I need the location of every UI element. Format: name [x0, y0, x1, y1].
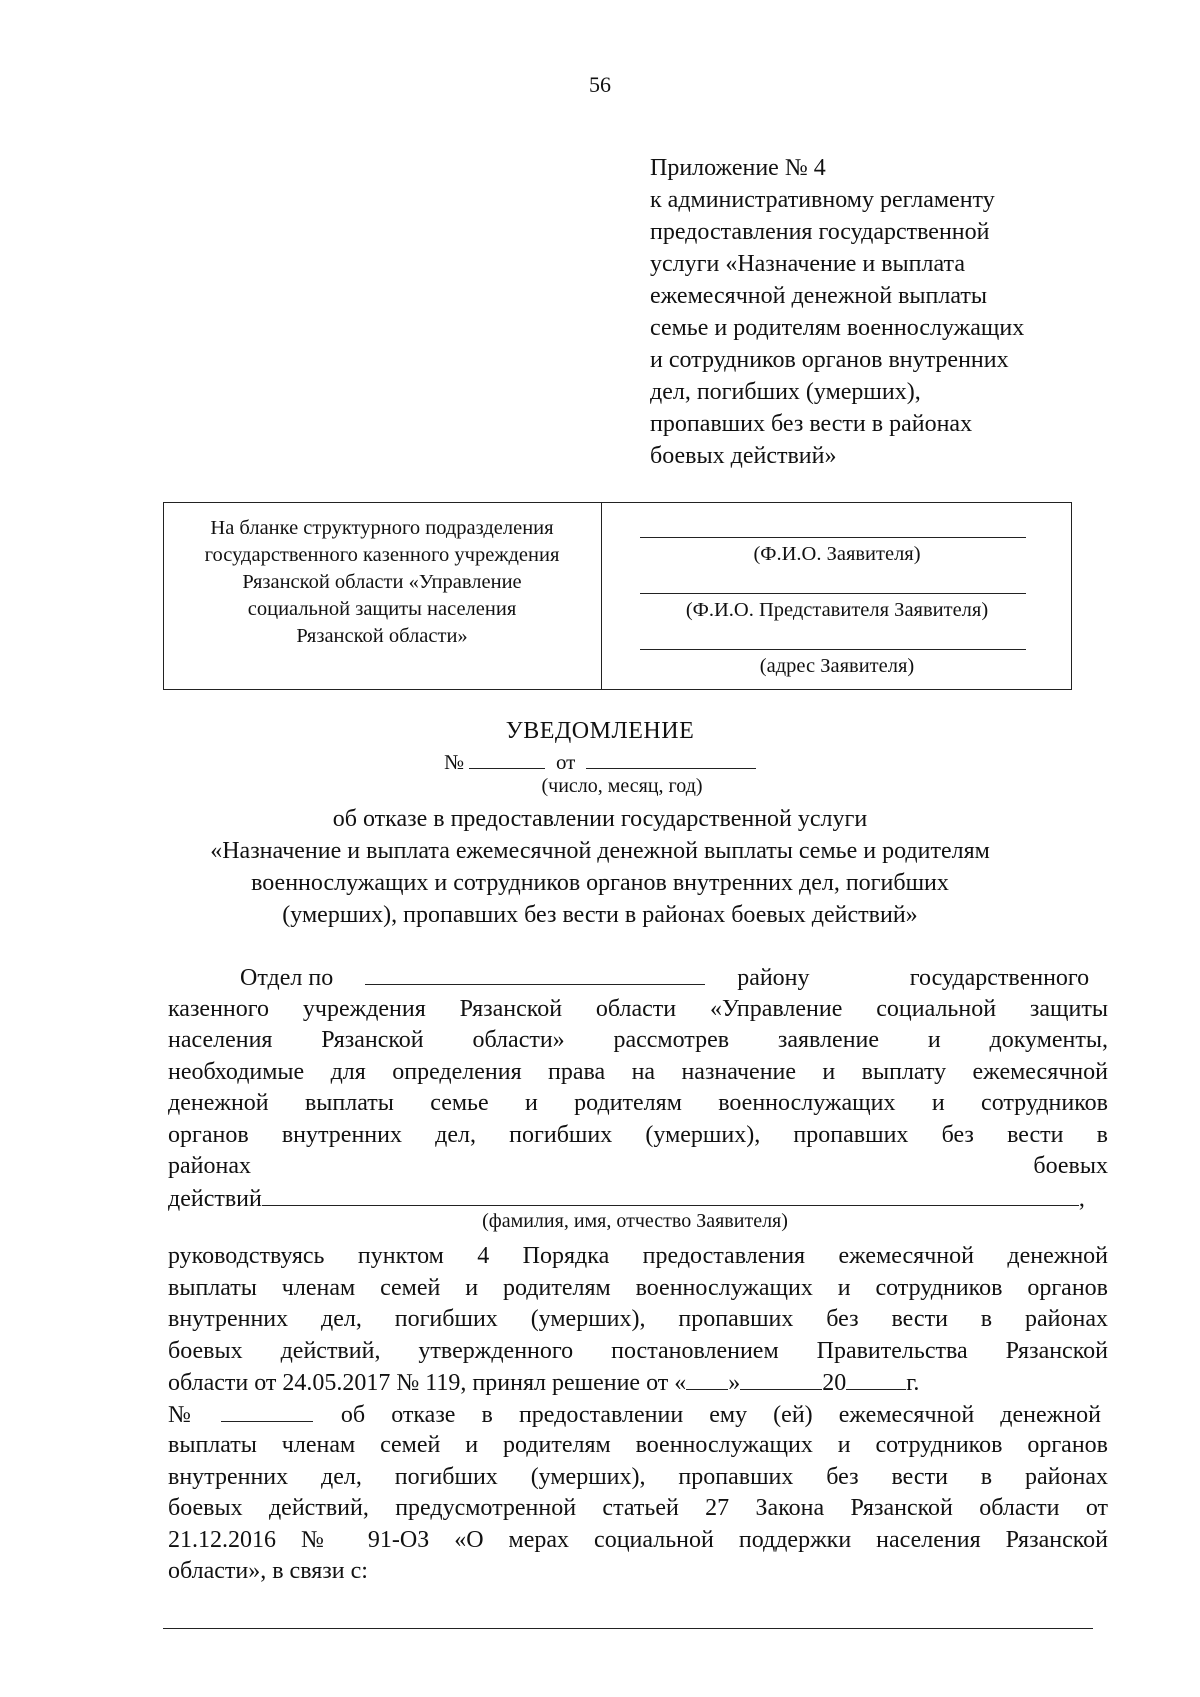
- paragraph-line: необходимые для определения права на назначение и выплату ежемесячной: [168, 1058, 1108, 1085]
- refusal-text: об отказе в предоставлении ему (ей) ежемесячной денежной: [340, 1401, 1101, 1428]
- annex-line: Приложение № 4: [650, 155, 826, 181]
- annex-line: ежемесячной денежной выплаты: [650, 283, 988, 309]
- applicant-address-field[interactable]: [640, 649, 1026, 650]
- district-suffix: району государственного: [737, 965, 1090, 991]
- paragraph-line: 21.12.2016 № 91-ОЗ «О мерах социальной поддержки населения Рязанской: [168, 1526, 1108, 1553]
- notice-subject: [0, 803, 1200, 931]
- letterhead-line: На бланке структурного подразделения: [210, 517, 554, 539]
- year-prefix: 20: [822, 1370, 847, 1396]
- applicant-address-caption: (адрес Заявителя): [759, 655, 915, 677]
- subject-line: об отказе в предоставлении государственной услуги: [332, 806, 868, 832]
- comma: ,: [1078, 1185, 1085, 1212]
- letterhead-line: социальной защиты населения: [247, 598, 517, 620]
- paragraph-line: боевых действий, утвержденного постановлением Правительства Рязанской: [168, 1337, 1108, 1364]
- annex-header: [650, 152, 1120, 472]
- paragraph-line: области», в связи с:: [168, 1558, 368, 1584]
- applicant-name-caption: (Ф.И.О. Заявителя): [753, 543, 921, 565]
- letterhead-note: [166, 515, 598, 650]
- representative-name-field[interactable]: [640, 593, 1026, 594]
- letterhead-line: государственного казенного учреждения: [204, 544, 560, 566]
- date-caption: (число, месяц, год): [541, 775, 703, 797]
- notice-date-field[interactable]: [586, 748, 756, 769]
- body-paragraph-2: [168, 1241, 1108, 1588]
- decision-day-field[interactable]: [686, 1367, 728, 1390]
- body-paragraph-1: [168, 962, 1108, 1214]
- paragraph-line: внутренних дел, погибших (умерших), пропавших без вести в районах: [168, 1463, 1108, 1490]
- paragraph-line: боевых действий, предусмотренной статьей 27 Закона Рязанской области от: [168, 1495, 1108, 1521]
- page-number: 56: [589, 72, 611, 97]
- annex-line: к административному регламенту: [650, 187, 995, 213]
- decision-month-field[interactable]: [740, 1367, 822, 1390]
- paragraph-line: населения Рязанской области» рассмотрев заявление и документы,: [168, 1027, 1108, 1053]
- subject-line: «Назначение и выплата ежемесячной денежной выплаты семье и родителям: [210, 838, 990, 864]
- notice-number-field[interactable]: [469, 748, 545, 769]
- annex-line: услуги «Назначение и выплата: [650, 251, 965, 277]
- annex-line: боевых действий»: [650, 443, 837, 469]
- subject-line: (умерших), пропавших без вести в районах боевых действий»: [282, 902, 918, 928]
- refusal-number-sign: №: [168, 1401, 191, 1428]
- applicant-fio-field[interactable]: [262, 1183, 1079, 1206]
- paragraph-line: денежной выплаты семье и родителям военнослужащих и сотрудников: [168, 1090, 1108, 1116]
- paragraph-line: органов внутренних дел, погибших (умерших), пропавших без вести в: [168, 1121, 1108, 1148]
- subject-line: военнослужащих и сотрудников органов внутренних дел, погибших: [251, 870, 949, 896]
- decision-year-field[interactable]: [846, 1367, 906, 1390]
- paragraph-line: внутренних дел, погибших (умерших), пропавших без вести в районах: [168, 1306, 1108, 1332]
- paragraph-first-line: [168, 962, 1108, 994]
- refusal-line: [168, 1399, 1108, 1431]
- paragraph-line: выплаты членам семей и родителям военнослужащих и сотрудников органов: [168, 1432, 1108, 1458]
- notice-number-row: [0, 748, 1200, 775]
- representative-name-caption: (Ф.И.О. Представителя Заявителя): [685, 599, 989, 621]
- decision-prefix: области от 24.05.2017 № 119, принял решение от «: [168, 1370, 687, 1396]
- paragraph-line: выплаты членам семей и родителям военнослужащих и сотрудников органов: [168, 1274, 1108, 1301]
- fio-caption: (фамилия, имя, отчество Заявителя): [482, 1210, 788, 1232]
- annex-line: предоставления государственной: [650, 219, 990, 245]
- department-word: Отдел по: [240, 965, 334, 991]
- number-sign: №: [444, 750, 465, 774]
- annex-line: дел, погибших (умерших),: [650, 379, 921, 405]
- notice-title: УВЕДОМЛЕНИЕ: [505, 718, 695, 744]
- letterhead-line: Рязанской области «Управление: [242, 571, 522, 593]
- paragraph-line: районах боевых: [168, 1153, 1108, 1179]
- applicant-name-field[interactable]: [640, 537, 1026, 538]
- year-suffix: г.: [906, 1370, 920, 1396]
- district-field[interactable]: [365, 962, 705, 985]
- paragraph-line: руководствуясь пунктом 4 Порядка предоставления ежемесячной денежной: [168, 1243, 1108, 1269]
- table-divider: [601, 503, 602, 689]
- reason-field[interactable]: [163, 1628, 1093, 1629]
- decision-line: [168, 1367, 1108, 1399]
- annex-line: семье и родителям военнослужащих: [650, 315, 1025, 341]
- annex-line: пропавших без вести в районах: [650, 411, 973, 437]
- paragraph-line: казенного учреждения Рязанской области «Управление социальной защиты: [168, 995, 1108, 1022]
- annex-line: и сотрудников органов внутренних: [650, 347, 1009, 373]
- from-word: от: [555, 750, 576, 774]
- actions-word: действий: [168, 1185, 262, 1212]
- letterhead-line: Рязанской области»: [296, 625, 468, 647]
- refusal-number-field[interactable]: [221, 1399, 313, 1422]
- quote-close: »: [728, 1370, 741, 1396]
- letterhead-table: [163, 502, 1072, 690]
